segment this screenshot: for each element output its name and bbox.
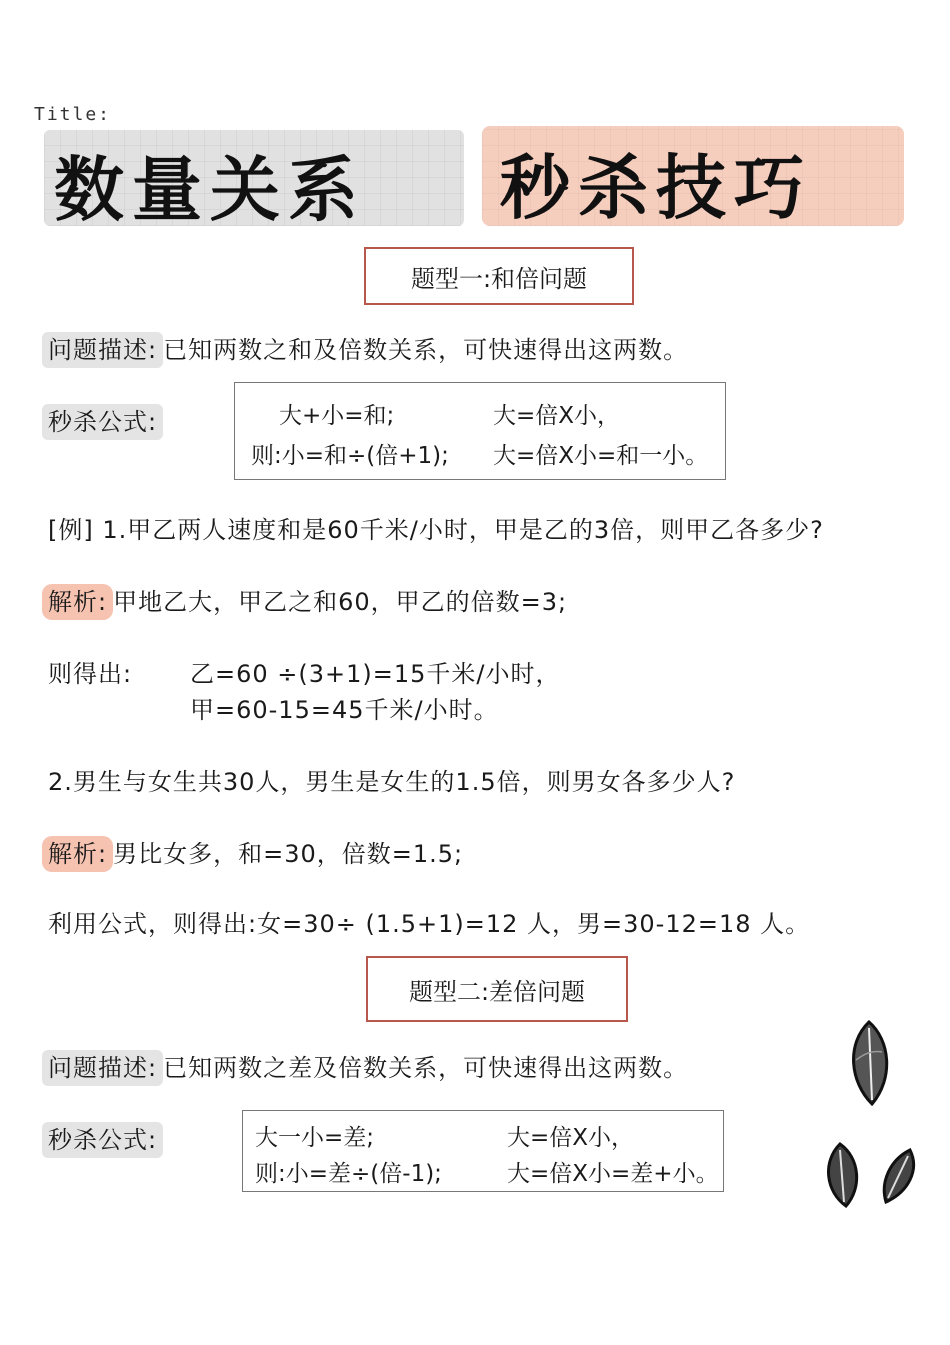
formula-box-1 bbox=[234, 382, 726, 480]
example-2: 2.男生与女生共30人，男生是女生的1.5倍，则男女各多少人? bbox=[48, 768, 736, 796]
analysis-label: 解析: bbox=[42, 584, 113, 620]
page-title-part2: 秒杀技巧 bbox=[500, 146, 812, 229]
title-tag: Title: bbox=[34, 104, 112, 125]
section2-heading: 题型二:差倍问题 bbox=[366, 956, 628, 1022]
analysis-1 bbox=[48, 582, 567, 617]
formula-label: 秒杀公式: bbox=[48, 402, 163, 437]
page-title-part1: 数量关系 bbox=[54, 148, 366, 231]
desc-text: 已知两数之和及倍数关系，可快速得出这两数。 bbox=[163, 336, 689, 364]
formula-label: 秒杀公式: bbox=[48, 1120, 163, 1155]
section2-description bbox=[48, 1048, 688, 1083]
formula-cell: 则:小=差÷(倍-1); bbox=[255, 1161, 442, 1187]
result-2: 利用公式，则得出:女=30÷ (1.5+1)=12 人，男=30-12=18 人。 bbox=[48, 910, 811, 938]
desc-label: 问题描述: bbox=[42, 1050, 163, 1086]
section1-description bbox=[48, 330, 688, 365]
result-line-2: 甲=60-15=45千米/小时。 bbox=[190, 696, 499, 724]
formula-cell: 大=倍X小=差+小。 bbox=[507, 1161, 719, 1187]
example-1: [例] 1.甲乙两人速度和是60千米/小时，甲是乙的3倍，则甲乙各多少? bbox=[48, 516, 824, 544]
leaf-icon bbox=[820, 1142, 864, 1208]
formula-cell: 则:小=和÷(倍+1); bbox=[251, 443, 449, 469]
result-label: 则得出: bbox=[48, 660, 133, 688]
formula-box-2 bbox=[242, 1110, 724, 1192]
leaf-icon bbox=[842, 1020, 896, 1106]
formula-cell: 大+小=和; bbox=[279, 403, 395, 429]
result-line-1: 乙=60 ÷(3+1)=15千米/小时， bbox=[190, 660, 561, 688]
formula-cell: 大=倍X小=和一小。 bbox=[493, 443, 709, 469]
formula-cell: 大=倍X小， bbox=[493, 403, 621, 429]
analysis-label: 解析: bbox=[42, 836, 113, 872]
desc-label: 问题描述: bbox=[42, 332, 163, 368]
leaf-icon bbox=[878, 1148, 920, 1204]
section1-heading: 题型一:和倍问题 bbox=[364, 247, 634, 305]
analysis-text: 甲地乙大，甲乙之和60，甲乙的倍数=3; bbox=[113, 588, 568, 616]
analysis-2 bbox=[48, 834, 463, 869]
formula-cell: 大=倍X小， bbox=[507, 1125, 635, 1151]
formula-cell: 大一小=差; bbox=[255, 1125, 375, 1151]
desc-text: 已知两数之差及倍数关系，可快速得出这两数。 bbox=[163, 1054, 689, 1082]
analysis-text: 男比女多，和=30，倍数=1.5; bbox=[113, 840, 464, 868]
